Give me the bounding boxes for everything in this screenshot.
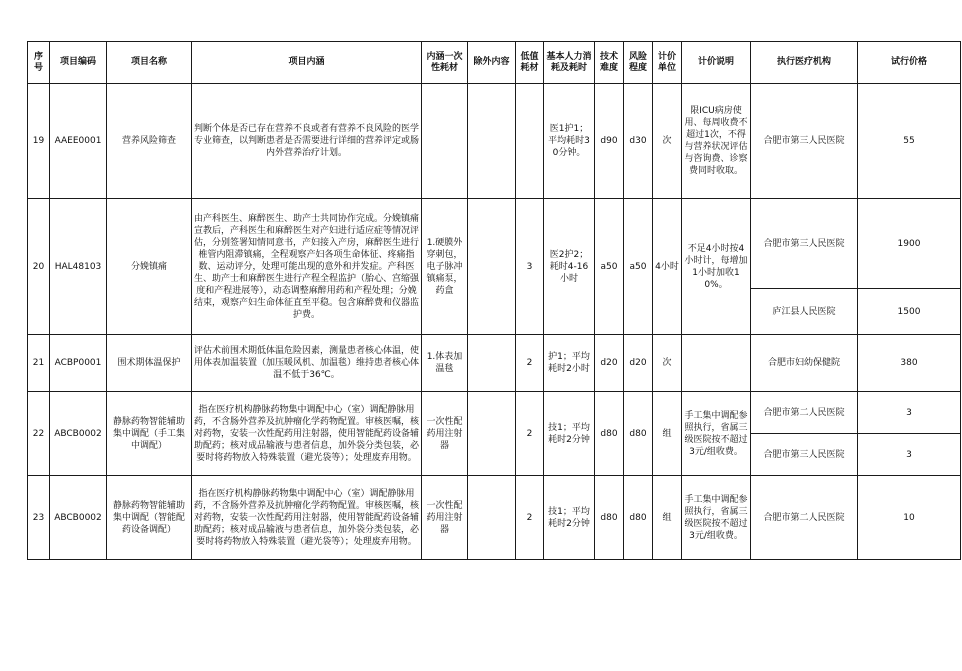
row-code: ABCB0002 [50,392,107,476]
header-price: 试行价格 [858,42,961,84]
row-consumables: 1.硬膜外穿刺包，电子脉冲镇痛泵，药盒 [422,199,468,335]
row-risk: d80 [624,476,653,560]
row-labor: 医1护1；平均耗时30分钟。 [544,84,595,199]
row-excluded [468,392,516,476]
row-consumables: 1.体表加温毯 [422,335,468,392]
row-name: 分娩镇痛 [107,199,192,335]
row-institution: 合肥市第二人民医院 [751,476,858,560]
row-no: 23 [28,476,50,560]
row-labor: 护1；平均耗时2小时 [544,335,595,392]
row-labor: 技1；平均耗时2分钟 [544,392,595,476]
row-price: 1500 [858,289,961,335]
row-low-value: 2 [516,335,544,392]
row-difficulty: d20 [595,335,624,392]
row-content: 指在医疗机构静脉药物集中调配中心（室）调配静脉用药，不含肠外营养及抗肿瘤化学药物配置。审核医嘱，核对药物，安装一次性配药用注射器，使用智能配药设备辅助配药；核对成品输液与患者信息，加外袋分类包装，必要时将药物放入特殊装置（避光袋等）；处理废弃用物。 [192,392,422,476]
row-risk: a50 [624,199,653,335]
row-content: 判断个体是否已存在营养不良或者有营养不良风险的医学专业筛查，以判断患者是否需要进行详细的营养评定或肠内外营养治疗计划。 [192,84,422,199]
row-unit: 组 [653,392,682,476]
row-institution: 庐江县人民医院 [751,289,858,335]
row-no: 19 [28,84,50,199]
row-unit: 次 [653,335,682,392]
row-low-value [516,84,544,199]
row-note: 限ICU病房使用、每周收费不超过1次，不得与营养状况评估与咨询费、诊察费同时收取。 [682,84,751,199]
row-no: 21 [28,335,50,392]
row-difficulty: d80 [595,476,624,560]
header-institution: 执行医疗机构 [751,42,858,84]
row-price: 1900 [858,199,961,289]
row-code: ACBP0001 [50,335,107,392]
row-content: 指在医疗机构静脉药物集中调配中心（室）调配静脉用药，不含肠外营养及抗肿瘤化学药物配置。审核医嘱，核对药物，安装一次性配药用注射器，使用智能配药设备辅助配药；核对成品输液与患者信息，加外袋分类包装，必要时将药物放入特殊装置（避光袋等）；处理废弃用物。 [192,476,422,560]
header-no: 序号 [28,42,50,84]
row-code: ABCB0002 [50,476,107,560]
row-risk: d80 [624,392,653,476]
row-code: AAEE0001 [50,84,107,199]
header-labor: 基本人力消耗及耗时 [544,42,595,84]
row-institution: 合肥市妇幼保健院 [751,335,858,392]
row-price: 10 [858,476,961,560]
pricing-table [27,41,961,560]
header-excluded: 除外内容 [468,42,516,84]
row-difficulty: d90 [595,84,624,199]
row-risk: d30 [624,84,653,199]
row-note [682,335,751,392]
row-labor: 医2护2；耗时4-16小时 [544,199,595,335]
header-unit: 计价单位 [653,42,682,84]
row-no: 22 [28,392,50,476]
row-institution: 合肥市第三人民医院 [751,199,858,289]
row-no: 20 [28,199,50,335]
header-name: 项目名称 [107,42,192,84]
row-content: 由产科医生、麻醉医生、助产士共同协作完成。分娩镇痛宣教后，产科医生和麻醉医生对产妇进行适应症等情况评估，分别签署知情同意书，产妇接入产房，麻醉医生进行椎管内阻滞镇痛，全程观察产妇各项生命体征、疼痛指数、运动评分，处理可能出现的意外和并发症。产科医生、助产士和麻醉医生进行产程全程监护（胎心、宫缩强度和产程进展等），动态调整麻醉用药和产程处理；分娩结束，观察产妇生命体征直至平稳。包含麻醉费和仪器监护费。 [192,199,422,335]
header-row [28,42,961,84]
row-institution: 合肥市第二人民医院 [751,392,858,434]
row-unit: 4小时 [653,199,682,335]
header-code: 项目编码 [50,42,107,84]
row-note: 手工集中调配参照执行，省属三级医院按不超过3元/组收费。 [682,392,751,476]
header-low-value: 低值耗材 [516,42,544,84]
table-row [28,199,961,289]
row-difficulty: a50 [595,199,624,335]
header-consumables: 内涵一次性耗材 [422,42,468,84]
row-name: 静脉药物智能辅助集中调配（智能配药设备调配） [107,476,192,560]
row-low-value: 3 [516,199,544,335]
row-consumables: 一次性配药用注射器 [422,476,468,560]
row-low-value: 2 [516,392,544,476]
row-unit: 次 [653,84,682,199]
row-note: 不足4小时按4小时计，每增加1小时加收10%。 [682,199,751,335]
row-name: 静脉药物智能辅助集中调配（手工集中调配） [107,392,192,476]
row-excluded [468,84,516,199]
table-row [28,335,961,392]
row-excluded [468,476,516,560]
row-low-value: 2 [516,476,544,560]
row-name: 营养风险筛查 [107,84,192,199]
row-difficulty: d80 [595,392,624,476]
row-price: 55 [858,84,961,199]
header-difficulty: 技术难度 [595,42,624,84]
row-note: 手工集中调配参照执行，省属三级医院按不超过3元/组收费。 [682,476,751,560]
row-consumables: 一次性配药用注射器 [422,392,468,476]
table-row [28,392,961,434]
row-consumables [422,84,468,199]
table-row [28,476,961,560]
row-risk: d20 [624,335,653,392]
table-row [28,84,961,199]
row-institution: 合肥市第三人民医院 [751,434,858,476]
row-name: 围术期体温保护 [107,335,192,392]
header-risk: 风险程度 [624,42,653,84]
row-unit: 组 [653,476,682,560]
row-code: HAL48103 [50,199,107,335]
row-labor: 技1；平均耗时2分钟 [544,476,595,560]
header-note: 计价说明 [682,42,751,84]
row-price: 3 [858,392,961,434]
row-content: 评估术前围术期低体温危险因素，测量患者核心体温，使用体表加温装置（加压暖风机、加温毯）维持患者核心体温不低于36℃。 [192,335,422,392]
row-excluded [468,335,516,392]
row-excluded [468,199,516,335]
row-price: 3 [858,434,961,476]
row-price: 380 [858,335,961,392]
row-institution: 合肥市第三人民医院 [751,84,858,199]
header-content: 项目内涵 [192,42,422,84]
